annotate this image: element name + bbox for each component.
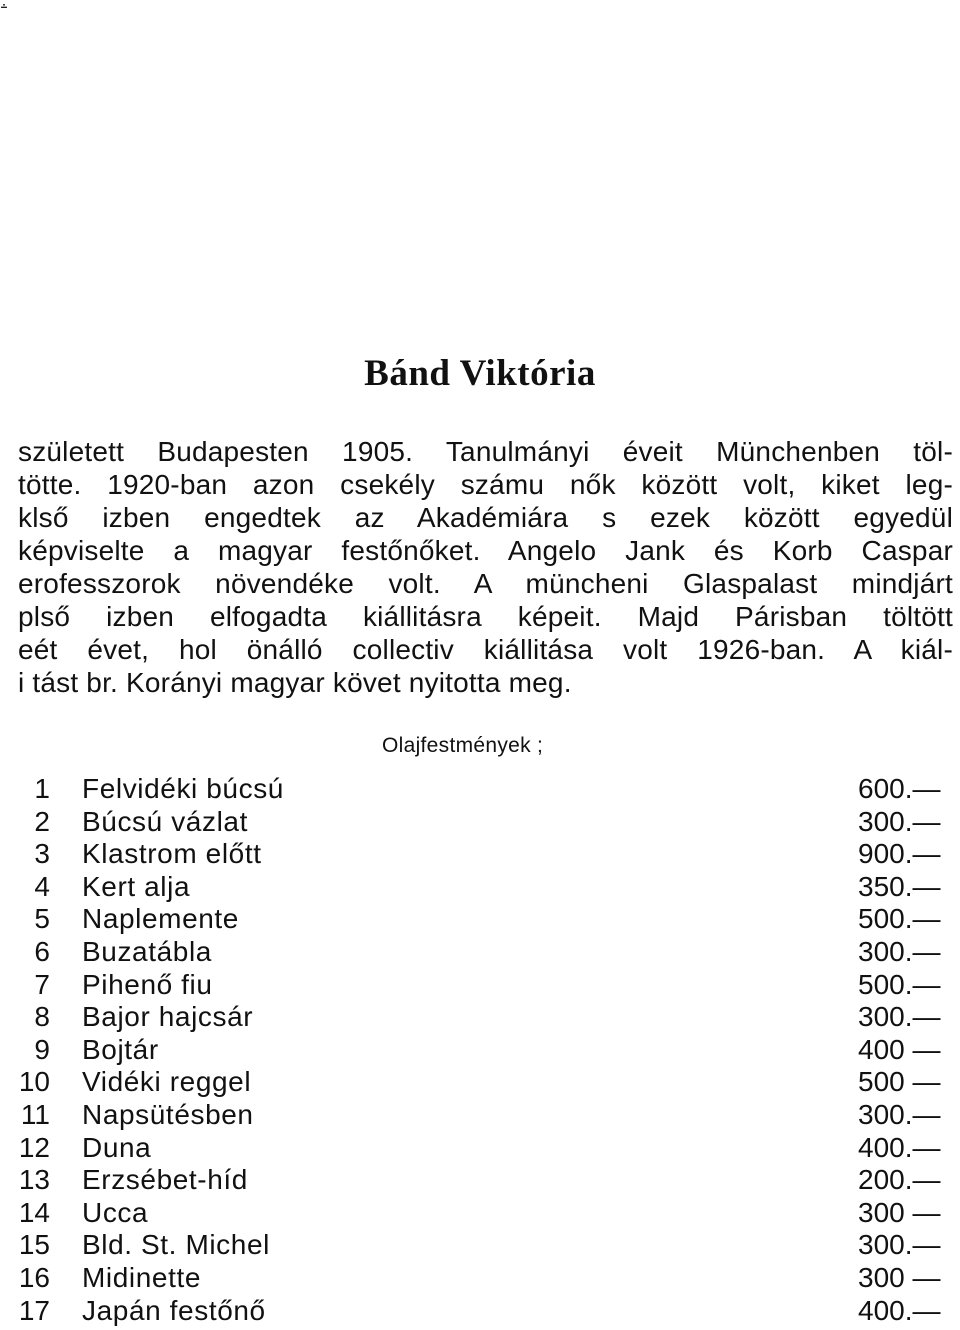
- biography-line: képviselte a magyar festőnőket. Angelo Jank és Korb Caspar: [18, 535, 953, 566]
- catalog-number: 3: [34, 838, 50, 870]
- catalog-price: 900.—: [858, 838, 941, 870]
- catalog-row: [0, 1132, 960, 1165]
- catalog-price: 200.—: [858, 1164, 941, 1196]
- catalog-number: 15: [18, 1229, 50, 1261]
- catalog-title: Japán festőnő: [82, 1294, 266, 1326]
- catalog-number: 2: [34, 805, 50, 837]
- catalog-number: 1: [34, 773, 50, 804]
- catalog-list: [0, 773, 960, 1327]
- catalog-number: 16: [18, 1261, 50, 1293]
- catalog-row: [0, 1099, 960, 1132]
- catalog-title: Ucca: [82, 1196, 149, 1228]
- catalog-number: 8: [34, 1001, 50, 1033]
- catalog-row: [0, 1229, 960, 1262]
- catalog-price: 500.—: [858, 968, 941, 1000]
- catalog-title: Erzsébet-híd: [82, 1164, 248, 1196]
- catalog-row: [0, 903, 960, 936]
- catalog-title: Bld. St. Michel: [82, 1229, 270, 1261]
- catalog-title: Naplemente: [82, 903, 239, 935]
- catalog-number: 10: [18, 1066, 50, 1098]
- catalog-row: [0, 1164, 960, 1197]
- catalog-row: [0, 969, 960, 1002]
- catalog-price: 300.—: [858, 1001, 941, 1033]
- catalog-title: Pihenő fiu: [82, 968, 213, 1000]
- catalog-number: 12: [18, 1131, 50, 1163]
- catalog-price: 300 —: [858, 1261, 941, 1293]
- catalog-title: Búcsú vázlat: [82, 805, 248, 837]
- catalog-price: 500 —: [858, 1066, 941, 1098]
- catalog-price: 600.—: [858, 773, 941, 804]
- catalog-row: [0, 806, 960, 839]
- biography-line: plső izben elfogadta kiállitásra képeit. Majd Párisban töltött: [18, 601, 953, 632]
- catalog-row: [0, 1034, 960, 1067]
- catalog-row: [0, 773, 960, 806]
- catalog-price: 300.—: [858, 935, 941, 967]
- section-heading: Olajfestmények ;: [382, 734, 544, 757]
- catalog-number: 17: [18, 1294, 50, 1326]
- catalog-price: 400 —: [858, 1033, 941, 1065]
- biography-line: erofesszorok növendéke volt. A müncheni Glaspalast mindjárt: [18, 568, 953, 599]
- biography-line: született Budapesten 1905. Tanulmányi éveit Münchenben töl-: [18, 436, 953, 467]
- catalog-price: 300.—: [858, 805, 941, 837]
- catalog-row: [0, 838, 960, 871]
- biography-paragraph: [18, 435, 953, 699]
- catalog-row: [0, 1197, 960, 1230]
- catalog-title: Buzatábla: [82, 935, 212, 967]
- catalog-number: 7: [34, 968, 50, 1000]
- catalog-title: Bajor hajcsár: [82, 1001, 254, 1033]
- catalog-number: 11: [20, 1098, 50, 1130]
- catalog-number: 9: [34, 1033, 50, 1065]
- catalog-row: [0, 1295, 960, 1328]
- catalog-price: 400.—: [858, 1131, 941, 1163]
- catalog-number: 6: [34, 935, 50, 967]
- catalog-price: 350.—: [858, 870, 941, 902]
- catalog-row: [0, 1262, 960, 1295]
- catalog-price: 500.—: [858, 903, 941, 935]
- biography-line: klső izben engedtek az Akadémiára s ezek között egyedül: [18, 502, 953, 533]
- biography-line: tötte. 1920-ban azon csekély számu nők között volt, kiket leg-: [18, 469, 953, 500]
- catalog-price: 300.—: [858, 1098, 941, 1130]
- catalog-row: [0, 936, 960, 969]
- catalog-number: 13: [18, 1164, 50, 1196]
- page-title: Bánd Viktória: [364, 353, 596, 394]
- catalog-price: 300.—: [858, 1229, 941, 1261]
- catalog-row: [0, 1001, 960, 1034]
- catalog-title: Vidéki reggel: [82, 1066, 252, 1098]
- catalog-title: Bojtár: [82, 1033, 159, 1065]
- catalog-title: Midinette: [82, 1261, 202, 1293]
- catalog-number: 5: [34, 903, 50, 935]
- catalog-title: Felvidéki búcsú: [82, 773, 284, 804]
- catalog-price: 300 —: [858, 1196, 941, 1228]
- biography-line: eét évet, hol önálló collectiv kiállitása volt 1926-ban. A kiál-: [18, 634, 953, 665]
- biography-line: i tást br. Korányi magyar követ nyitotta meg.: [18, 667, 572, 698]
- catalog-number: 4: [34, 870, 50, 902]
- catalog-title: Napsütésben: [82, 1098, 254, 1130]
- catalog-number: 14: [18, 1196, 50, 1228]
- catalog-title: Klastrom előtt: [82, 838, 262, 870]
- catalog-row: [0, 871, 960, 904]
- catalog-row: [0, 1066, 960, 1099]
- catalog-title: Kert alja: [82, 870, 191, 902]
- catalog-title: Duna: [82, 1131, 152, 1163]
- catalog-price: 400.—: [858, 1294, 941, 1326]
